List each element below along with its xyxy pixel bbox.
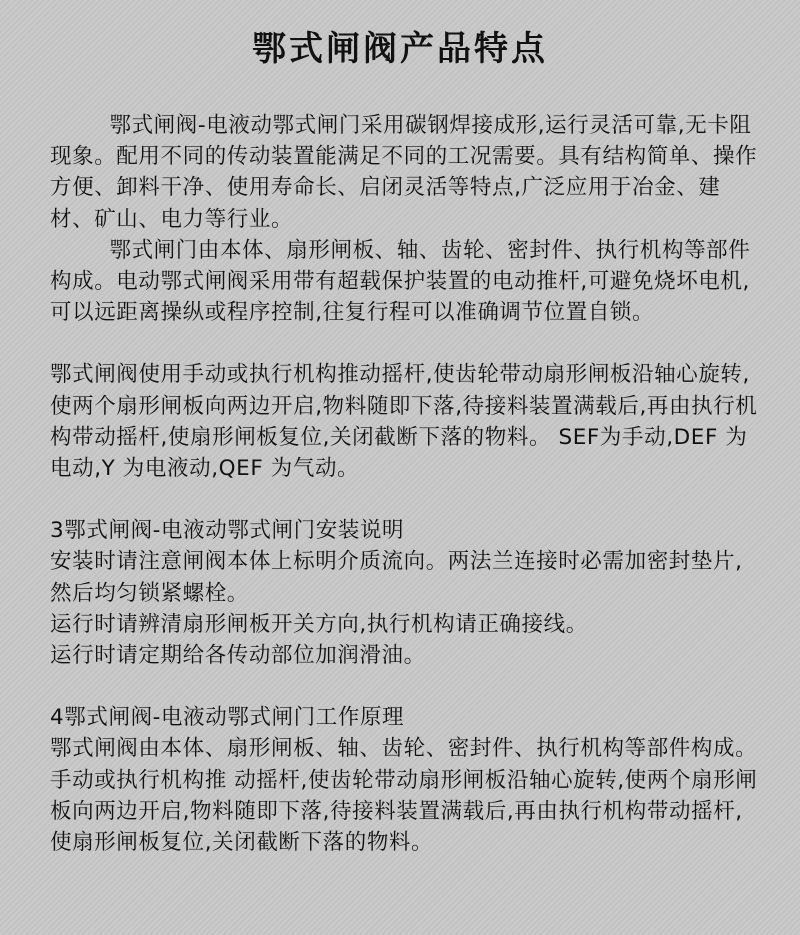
install-step-1: 安装时请注意闸阀本体上标明介质流向。两法兰连接时必需加密封垫片,然后均匀锁紧螺栓。 [50,549,743,606]
install-step-2: 运行时请辨清扇形闸板开关方向,执行机构请正确接线。 [50,611,588,637]
paragraph-gap [50,328,760,359]
install-step-3: 运行时请定期给各传动部位加润滑油。 [50,643,426,669]
principle-paragraph: 鄂式闸阀由本体、扇形闸板、轴、齿轮、密封件、执行机构等部件构成。手动或执行机构推 动摇杆,使齿轮带动扇形闸板沿轴心旋转,使两个扇形闸板向两边开启,物料随即下落,待接料装置满载后,再由执行机构带动摇杆,使扇形闸板复位,关闭截断下落的物料。 [50,736,758,856]
intro-paragraph-2: 鄂式闸门由本体、扇形闸板、轴、齿轮、密封件、执行机构等部件构成。电动鄂式闸阀采用带有超载保护装置的电动推杆,可避免烧坏电机,可以远距离操纵或程序控制,往复行程可以准确调节位置自锁。 [50,237,751,326]
paragraph-gap [50,484,760,515]
document-body [50,110,760,858]
principle-heading: 4鄂式闸阀-电液动鄂式闸门工作原理 [50,705,405,731]
intro-paragraph-1: 鄂式闸阀-电液动鄂式闸门采用碳钢焊接成形,运行灵活可靠,无卡阻现象。配用不同的传动装置能满足不同的工况需要。具有结构简单、操作方便、卸料干净、使用寿命长、启闭灵活等特点,广泛应用于冶金、建材、矿山、电力等行业。 [50,113,758,232]
operation-paragraph: 鄂式闸阀使用手动或执行机构推动摇杆,使齿轮带动扇形闸板沿轴心旋转,使两个扇形闸板向两边开启,物料随即下落,待接料装置满载后,再由执行机构带动摇杆,使扇形闸板复位,关闭截断下落的物料。 SEF为手动,DEF 为电动,Y 为电液动,QEF 为气动。 [50,362,758,482]
page-title: 鄂式闸阀产品特点 [252,29,548,69]
install-heading: 3鄂式闸阀-电液动鄂式闸门安装说明 [50,518,405,544]
paragraph-gap [50,671,760,702]
